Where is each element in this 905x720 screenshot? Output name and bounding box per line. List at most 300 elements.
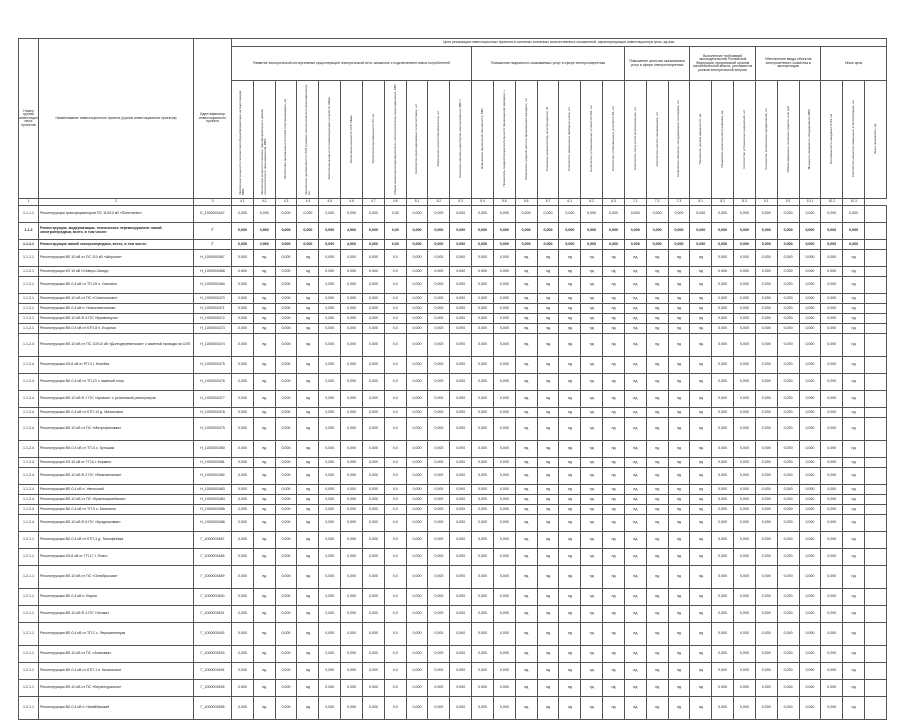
project-id: Г_1000003487 (194, 532, 232, 549)
indicator-value: нд (581, 505, 603, 515)
indicator-value: нд (253, 294, 275, 304)
indicator-value: 0,000 (734, 680, 756, 697)
indicator-value: нд (690, 357, 712, 374)
indicator-value: 0,000 (493, 391, 515, 408)
indicator-value: 0,000 (734, 646, 756, 663)
column-number: 9.1 (755, 199, 777, 206)
indicator-value: 0,000 (275, 468, 297, 485)
indicator-value: 0,000 (777, 294, 799, 304)
indicator-value: 0,000 (821, 458, 843, 468)
indicator-value: 0,000 (799, 646, 821, 663)
indicator-value: нд (559, 277, 581, 294)
indicator-value: 0,000 (341, 250, 363, 267)
indicator-value: 0,000 (755, 374, 777, 391)
indicator-header-label: Количество систем телемеханики, шт (654, 111, 659, 166)
indicator-value: 0,000 (493, 240, 515, 250)
indicator-value: 0,000 (777, 223, 799, 240)
indicator-value: 0,000 (275, 623, 297, 646)
indicator-value: 0,000 (493, 324, 515, 334)
indicator-value: 0,000 (428, 697, 450, 720)
table-row (19, 206, 887, 223)
indicator-value: 0,000 (581, 240, 603, 250)
indicator-value: 0,000 (341, 485, 363, 495)
indicator-value: 0,000 (232, 505, 254, 515)
indicator-value: 0,000 (537, 206, 559, 223)
indicator-value: 0,000 (341, 646, 363, 663)
indicator-value: 0,000 (406, 468, 428, 485)
indicator-header-label: Снижение уровня потерь электроэнергии, % (545, 106, 550, 171)
indicator-value: 0,000 (493, 458, 515, 468)
indicator-value: нд (537, 357, 559, 374)
indicator-value: 0,000 (275, 549, 297, 566)
project-id: Н_1000003484 (194, 495, 232, 505)
indicator-value: 0,0 (384, 324, 406, 334)
indicator-value-empty (865, 663, 887, 680)
indicator-value: нд (581, 458, 603, 468)
indicator-value: 0,000 (755, 304, 777, 314)
indicator-value: нд (624, 505, 646, 515)
indicator-value: 0,000 (712, 314, 734, 324)
indicator-header (253, 81, 275, 199)
indicator-header-label: Увеличение протяженности КЛ, км (370, 114, 375, 164)
indicator-value: 0,000 (777, 267, 799, 277)
indicator-value: нд (843, 267, 865, 277)
indicator-value: 0,000 (428, 314, 450, 324)
indicator-value: нд (690, 418, 712, 441)
column-number: 2 (39, 199, 194, 206)
indicator-value: нд (843, 391, 865, 408)
indicator-value: нд (559, 294, 581, 304)
indicator-value: 0,000 (232, 267, 254, 277)
indicator-value: 0,000 (777, 408, 799, 418)
indicator-value: 0,000 (406, 277, 428, 294)
indicator-value: 0,000 (799, 505, 821, 515)
indicator-value: 0,000 (712, 334, 734, 357)
indicator-value: нд (624, 663, 646, 680)
project-name: Реконструкция ВЛ-10 кВ Ф-1 ПС «Чесма» (39, 606, 194, 623)
indicator-value: нд (537, 515, 559, 532)
indicator-value: нд (690, 680, 712, 697)
indicator-value: нд (690, 566, 712, 589)
indicator-value: 0,000 (755, 468, 777, 485)
indicator-value: 0,000 (472, 680, 494, 697)
indicator-value: нд (297, 646, 319, 663)
project-name: Реконструкция ВЛ-0,4 кВ п. Нагайбакский (39, 697, 194, 720)
indicator-header (755, 81, 777, 199)
indicator-value: 0,000 (799, 250, 821, 267)
indicator-value: нд (603, 532, 625, 549)
indicator-value: нд (537, 267, 559, 277)
indicator-value: нд (668, 294, 690, 304)
indicator-value: 0,000 (275, 250, 297, 267)
table-row (19, 374, 887, 391)
indicator-value: нд (297, 374, 319, 391)
indicator-value: 0,000 (493, 374, 515, 391)
indicator-value: нд (581, 391, 603, 408)
indicator-value: 0,000 (493, 314, 515, 324)
indicator-value: нд (297, 277, 319, 294)
indicator-value: нд (690, 314, 712, 324)
indicator-value-empty (865, 532, 887, 549)
table-row (19, 623, 887, 646)
indicator-value: нд (690, 606, 712, 623)
project-name: Реконструкция ВЛ-0,4 кВ п. Варна (39, 589, 194, 606)
indicator-value: 0,000 (493, 589, 515, 606)
indicator-value: 0,000 (341, 623, 363, 646)
indicator-value: нд (253, 485, 275, 495)
indicator-value: нд (297, 441, 319, 458)
indicator-value: 0,000 (821, 663, 843, 680)
indicator-value: 0,000 (493, 294, 515, 304)
indicator-value: 0,000 (472, 408, 494, 418)
indicator-value: 0,000 (690, 206, 712, 223)
indicator-value-empty (865, 589, 887, 606)
indicator-value: 0,000 (472, 663, 494, 680)
indicator-value: нд (624, 606, 646, 623)
indicator-value: нд (843, 334, 865, 357)
indicator-value: 0,000 (428, 294, 450, 304)
indicator-value: нд (581, 250, 603, 267)
indicator-value: нд (624, 314, 646, 324)
indicator-value: 0,0 (384, 294, 406, 304)
indicator-value: 0,0 (384, 468, 406, 485)
indicator-value: нд (253, 458, 275, 468)
indicator-value: 0,000 (232, 549, 254, 566)
indicator-value-empty (865, 495, 887, 505)
indicator-value: 0,000 (275, 277, 297, 294)
indicator-value: 0,000 (755, 324, 777, 334)
indicator-value: 0,0 (384, 623, 406, 646)
indicator-value: 0,000 (275, 680, 297, 697)
indicator-value: 0,000 (232, 223, 254, 240)
indicator-value: 0,000 (472, 458, 494, 468)
indicator-value: нд (537, 623, 559, 646)
indicator-value: 0,000 (406, 505, 428, 515)
project-id: Г_1000003496 (194, 697, 232, 720)
indicator-value: 0,000 (406, 324, 428, 334)
indicator-value: 0,000 (232, 240, 254, 250)
indicator-value: нд (603, 267, 625, 277)
project-name: Реконструкция ВЛ-10 кВ от ПС «Красноармейская» (39, 495, 194, 505)
column-number: 7.3 (668, 199, 690, 206)
indicator-value: нд (515, 277, 537, 294)
indicator-value: 0,000 (232, 646, 254, 663)
indicator-value: нд (646, 304, 668, 314)
indicator-value: нд (515, 515, 537, 532)
indicator-value: нд (668, 495, 690, 505)
indicator-value: 0,000 (493, 680, 515, 697)
indicator-value: 0,0 (384, 495, 406, 505)
indicator-value: нд (537, 485, 559, 495)
indicator-value: 0,000 (319, 646, 341, 663)
indicator-value: 0,000 (515, 240, 537, 250)
indicator-value: 0,000 (493, 549, 515, 566)
indicator-value: 0,000 (428, 441, 450, 458)
indicator-value: 0,000 (362, 646, 384, 663)
indicator-value: 0,000 (232, 391, 254, 408)
indicator-value: 0,000 (297, 206, 319, 223)
indicator-value: 0,000 (297, 223, 319, 240)
indicator-value: нд (581, 680, 603, 697)
indicator-value: 0,000 (362, 391, 384, 408)
indicator-value: нд (581, 304, 603, 314)
indicator-value: нд (668, 606, 690, 623)
indicator-value: 0,000 (712, 408, 734, 418)
indicator-value: 0,000 (362, 324, 384, 334)
column-number: 4.2 (253, 199, 275, 206)
group-header: Повышение надежности оказываемых услуг в сфере электроэнергетики (472, 47, 625, 81)
indicator-value: нд (668, 391, 690, 408)
indicator-value: 0,000 (646, 240, 668, 250)
indicator-value: 0,000 (319, 697, 341, 720)
project-id: Г (194, 223, 232, 240)
indicator-header-label: Объем выполнения мероприятий по технологическому присоединению, МВт (392, 83, 397, 195)
indicator-value: нд (297, 357, 319, 374)
indicator-value: 0,000 (821, 324, 843, 334)
indicator-value: нд (668, 680, 690, 697)
indicator-value: 0,0 (384, 458, 406, 468)
indicator-value: 0,000 (799, 663, 821, 680)
indicator-header-label: Объем введенных основных средств, млн руб (785, 105, 790, 173)
indicator-value: 0,000 (319, 206, 341, 223)
indicator-value: 0,000 (755, 505, 777, 515)
indicator-value: 0,000 (275, 606, 297, 623)
indicator-value: 0,000 (406, 294, 428, 304)
indicator-value: 0,000 (493, 223, 515, 240)
indicator-value: нд (515, 374, 537, 391)
row-number: 1.1.2.4 (19, 441, 39, 458)
column-number: 9.2 (777, 199, 799, 206)
indicator-value: нд (515, 495, 537, 505)
indicator-value: нд (297, 566, 319, 589)
table-row (19, 663, 887, 680)
indicator-value: нд (515, 441, 537, 458)
indicator-value: 0,000 (734, 606, 756, 623)
indicator-value: нд (646, 314, 668, 324)
indicator-value: 0,000 (406, 334, 428, 357)
table-row (19, 495, 887, 505)
indicator-value: 0,000 (341, 391, 363, 408)
indicator-value: 0,000 (472, 250, 494, 267)
indicator-value: 0,000 (472, 697, 494, 720)
indicator-value: 0,000 (341, 277, 363, 294)
indicator-value: 0,000 (712, 391, 734, 408)
indicator-value: нд (581, 324, 603, 334)
indicator-value: нд (559, 532, 581, 549)
indicator-value: нд (297, 606, 319, 623)
indicator-value: 0,000 (341, 606, 363, 623)
indicator-value: 0,000 (712, 532, 734, 549)
indicator-value: нд (515, 485, 537, 495)
indicator-value: нд (603, 294, 625, 304)
indicator-value: 0,000 (755, 663, 777, 680)
indicator-value: 0,000 (734, 223, 756, 240)
indicator-value: нд (646, 408, 668, 418)
indicator-value: нд (537, 680, 559, 697)
indicator-value: 0,000 (406, 408, 428, 418)
indicator-value-empty (865, 623, 887, 646)
indicator-value: нд (603, 357, 625, 374)
indicator-value: 0,000 (712, 206, 734, 223)
indicator-value: 0,000 (777, 391, 799, 408)
indicator-value: 0,000 (450, 418, 472, 441)
indicator-value: нд (603, 324, 625, 334)
indicator-value: нд (646, 515, 668, 532)
indicator-value: нд (253, 357, 275, 374)
indicator-value: нд (603, 304, 625, 314)
indicator-value: 0,0 (384, 549, 406, 566)
indicator-value: 0,0 (384, 374, 406, 391)
indicator-value: 0,000 (428, 334, 450, 357)
indicator-value: 0,000 (275, 441, 297, 458)
indicator-value-empty (865, 391, 887, 408)
project-name: Реконструкция ВЛ-0,4 кВ от ТП-9 с. Миасское (39, 505, 194, 515)
indicator-value: нд (668, 418, 690, 441)
indicator-value: нд (537, 334, 559, 357)
indicator-value: 0,000 (668, 223, 690, 240)
indicator-value: нд (603, 515, 625, 532)
indicator-value: 0,000 (406, 485, 428, 495)
indicator-value: 0,000 (275, 294, 297, 304)
indicator-value: нд (668, 314, 690, 324)
indicator-value: 0,000 (275, 418, 297, 441)
indicator-value: 0,000 (472, 294, 494, 304)
indicator-value: 0,000 (406, 391, 428, 408)
row-number: 1.1.2.1 (19, 240, 39, 250)
indicator-value: 0,000 (319, 458, 341, 468)
indicator-value: 0,000 (821, 314, 843, 324)
indicator-value: нд (559, 267, 581, 277)
indicator-value: 0,000 (319, 468, 341, 485)
indicator-value: нд (646, 549, 668, 566)
indicator-value: 0,000 (341, 532, 363, 549)
indicator-header (428, 81, 450, 199)
indicator-value: 0,000 (799, 589, 821, 606)
indicator-value: нд (843, 532, 865, 549)
row-number: 1.2.1.1 (19, 566, 39, 589)
indicator-value: нд (559, 485, 581, 495)
indicator-value: нд (624, 418, 646, 441)
indicator-value: 0,000 (493, 623, 515, 646)
indicator-value: 0,000 (559, 206, 581, 223)
project-name: Реконструкция ВЛ-0,4 кВ п. Новосинеглазово (39, 304, 194, 314)
indicator-value: 0,000 (450, 606, 472, 623)
indicator-value: 0,000 (275, 505, 297, 515)
indicator-value: 0,000 (319, 495, 341, 505)
indicator-header (690, 81, 712, 199)
indicator-value: нд (559, 324, 581, 334)
column-number: 4.4 (297, 199, 319, 206)
indicator-value: 0,000 (275, 334, 297, 357)
indicator-value: 0,000 (493, 267, 515, 277)
indicator-value: 0,000 (232, 680, 254, 697)
indicator-value: 0,000 (275, 515, 297, 532)
row-number: 1.1.2.4 (19, 391, 39, 408)
indicator-value: 0,000 (341, 549, 363, 566)
indicator-header-label: Количество объектов, введенных в эксплуатацию, шт (850, 100, 855, 178)
indicator-value: нд (690, 468, 712, 485)
indicator-value: 0,000 (450, 314, 472, 324)
indicator-value: нд (537, 304, 559, 314)
project-id: Н_1000003480 (194, 441, 232, 458)
indicator-value: нд (297, 250, 319, 267)
indicator-value: нд (253, 408, 275, 418)
indicator-value: 0,000 (821, 334, 843, 357)
indicator-value: 0,000 (450, 206, 472, 223)
indicator-value-empty (865, 223, 887, 240)
indicator-value: нд (515, 549, 537, 566)
indicator-value: 0,000 (493, 277, 515, 294)
indicator-value: 0,000 (777, 458, 799, 468)
indicator-value: нд (624, 458, 646, 468)
indicator-value: 0,000 (362, 206, 384, 223)
indicator-value: 0,00 (384, 240, 406, 250)
indicator-header-label: Количество точек учета электроэнергии, шт (632, 107, 637, 171)
row-number: 1.1.2.1 (19, 267, 39, 277)
indicator-value: 0,000 (319, 391, 341, 408)
indicator-value: нд (581, 277, 603, 294)
indicator-value: 0,000 (428, 515, 450, 532)
indicator-value: нд (843, 304, 865, 314)
indicator-value: нд (624, 623, 646, 646)
indicator-header-label: Количество установленных устройств ПА, шт (610, 106, 615, 172)
indicator-value: 0,000 (821, 277, 843, 294)
indicator-header (581, 81, 603, 199)
project-id: Е_1000003447 (194, 206, 232, 223)
indicator-value: нд (297, 324, 319, 334)
indicator-value: 0,000 (450, 646, 472, 663)
indicator-value: 0,000 (362, 566, 384, 589)
indicator-value: 0,000 (624, 206, 646, 223)
indicator-value: 0,000 (472, 314, 494, 324)
table-row (19, 485, 887, 495)
indicator-value: нд (253, 314, 275, 324)
indicator-value: 0,000 (341, 314, 363, 324)
project-name: Реконструкция ВЛ-10 кВ от ПС «Синеглазово» (39, 294, 194, 304)
indicator-value: нд (668, 589, 690, 606)
indicator-value: 0,000 (777, 566, 799, 589)
indicator-value: 0,000 (777, 334, 799, 357)
indicator-value: нд (603, 485, 625, 495)
indicator-value: нд (559, 495, 581, 505)
indicator-value: 0,000 (712, 485, 734, 495)
indicator-value: нд (668, 267, 690, 277)
indicator-value: 0,0 (384, 663, 406, 680)
indicator-value: 0,000 (362, 468, 384, 485)
indicator-value: 0,000 (341, 458, 363, 468)
indicator-value: нд (843, 408, 865, 418)
indicator-value: 0,000 (450, 250, 472, 267)
indicator-header (734, 81, 756, 199)
indicator-value: нд (603, 566, 625, 589)
indicator-value: 0,000 (559, 240, 581, 250)
indicator-header (537, 81, 559, 199)
indicator-value: 0,000 (712, 240, 734, 250)
indicator-value: нд (581, 314, 603, 324)
indicator-value: 0,000 (799, 314, 821, 324)
indicator-value: нд (843, 485, 865, 495)
indicator-value-empty (865, 294, 887, 304)
indicator-value: 0,000 (362, 495, 384, 505)
indicator-value: нд (253, 334, 275, 357)
column-number: 8.2 (712, 199, 734, 206)
indicator-value: нд (843, 505, 865, 515)
indicator-value: 0,000 (515, 223, 537, 240)
indicator-value: 0,000 (799, 549, 821, 566)
indicator-value: нд (559, 468, 581, 485)
indicator-value: нд (690, 505, 712, 515)
indicator-value: 0,000 (755, 267, 777, 277)
